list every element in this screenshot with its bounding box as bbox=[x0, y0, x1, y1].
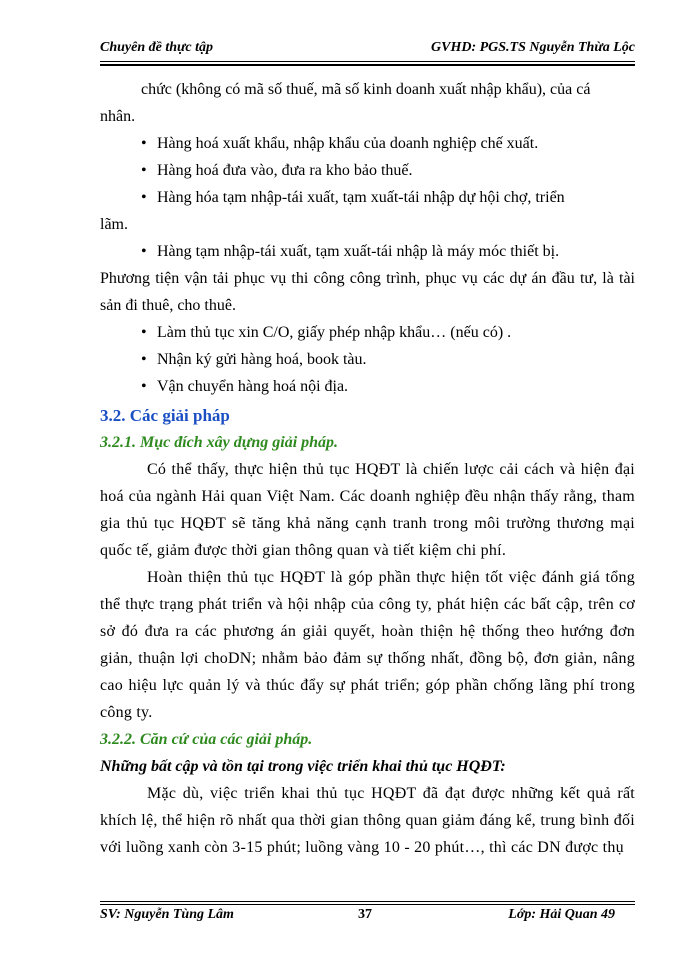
footer-class: Lớp: Hải Quan 49 bbox=[508, 907, 615, 922]
list-item bbox=[100, 346, 635, 373]
page-header bbox=[100, 40, 635, 60]
list-item bbox=[100, 157, 635, 184]
list-item-text: Hàng tạm nhập-tái xuất, tạm xuất-tái nhập là máy móc thiết bị. bbox=[157, 243, 560, 260]
list-item-text: Vận chuyển hàng hoá nội địa. bbox=[157, 378, 349, 395]
bullet-icon: • bbox=[141, 378, 147, 395]
subsection-heading: 3.2.1. Mục đích xây dựng giải pháp. bbox=[100, 434, 339, 451]
page-footer bbox=[100, 907, 635, 927]
paragraph: Hoàn thiện thủ tục HQĐT là góp phần thực hiện tốt việc đánh giá tổng thể thực trạng phát triển và hội nhập của công ty, phát hiện các bất cập, trên cơ sở đó đưa ra các phương án giải quyết, hoàn thiện hệ thống theo hướng đơn giản, thuận lợi choDN; nhằm bảo đảm sự thống nhất, đồng bộ, đơn giản, nâng cao hiệu lực quản lý và thúc đẩy sự phát triển; góp phần chống lãng phí trong công ty. bbox=[100, 569, 635, 721]
footer-rule bbox=[100, 901, 635, 902]
header-rule bbox=[100, 61, 635, 62]
list-item bbox=[100, 130, 635, 157]
header-supervisor: GVHD: PGS.TS Nguyễn Thừa Lộc bbox=[431, 40, 635, 55]
intro-line: chức (không có mã số thuế, mã số kinh doanh xuất nhập khẩu), của cá bbox=[141, 81, 591, 98]
list-item-wrap: lãm. bbox=[100, 216, 128, 233]
page-number: 37 bbox=[358, 907, 372, 922]
list-item-text: Nhận ký gửi hàng hoá, book tàu. bbox=[157, 351, 367, 368]
subheading: Những bất cập và tồn tại trong việc triển khai thủ tục HQĐT: bbox=[100, 758, 506, 775]
bullet-icon: • bbox=[141, 135, 147, 152]
paragraph: Mặc dù, việc triển khai thủ tục HQĐT đã đạt được những kết quả rất khích lệ, thể hiện rõ nhất qua thời gian thông quan giảm đáng kể, trung bình đối với luồng xanh còn 3-15 phút; luồng vàng 10 - 20 phút…, thì các DN được thụ bbox=[100, 785, 635, 856]
list-item bbox=[100, 373, 635, 400]
footer-student: SV: Nguyễn Tùng Lâm bbox=[100, 907, 234, 922]
list-item bbox=[100, 184, 635, 211]
list-item-text: Hàng hóa tạm nhập-tái xuất, tạm xuất-tái nhập dự hội chợ, triển bbox=[157, 189, 565, 206]
list-item bbox=[100, 238, 635, 265]
bullet-icon: • bbox=[141, 351, 147, 368]
list-item-text: Hàng hoá xuất khẩu, nhập khẩu của doanh nghiệp chế xuất. bbox=[157, 135, 539, 152]
list-item-text: Hàng hoá đưa vào, đưa ra kho bảo thuế. bbox=[157, 162, 413, 179]
header-doc-title: Chuyên đề thực tập bbox=[100, 40, 214, 55]
intro-line-wrap: nhân. bbox=[100, 108, 136, 125]
page-body bbox=[100, 76, 635, 861]
paragraph-transport: Phương tiện vận tải phục vụ thi công công trình, phục vụ các dự án đầu tư, là tài sản đi thuê, cho thuê. bbox=[100, 270, 635, 314]
footer-rule-double bbox=[100, 904, 635, 905]
list-item bbox=[100, 319, 635, 346]
bullet-icon: • bbox=[141, 189, 147, 206]
bullet-icon: • bbox=[141, 324, 147, 341]
list-item-text: Làm thủ tục xin C/O, giấy phép nhập khẩu… (nếu có) . bbox=[157, 324, 512, 341]
header-rule-double bbox=[100, 64, 635, 66]
bullet-icon: • bbox=[141, 243, 147, 260]
section-heading: 3.2. Các giải pháp bbox=[100, 406, 230, 425]
bullet-icon: • bbox=[141, 162, 147, 179]
subsection-heading: 3.2.2. Căn cứ của các giải pháp. bbox=[100, 731, 313, 748]
paragraph: Có thể thấy, thực hiện thủ tục HQĐT là chiến lược cải cách và hiện đại hoá của ngành Hải quan Việt Nam. Các doanh nghiệp đều nhận thấy rằng, tham gia thủ tục HQĐT sẽ tăng khả năng cạnh tranh trong môi trường thương mại quốc tế, giảm được thời gian thông quan và tiết kiệm chi phí. bbox=[100, 461, 635, 559]
